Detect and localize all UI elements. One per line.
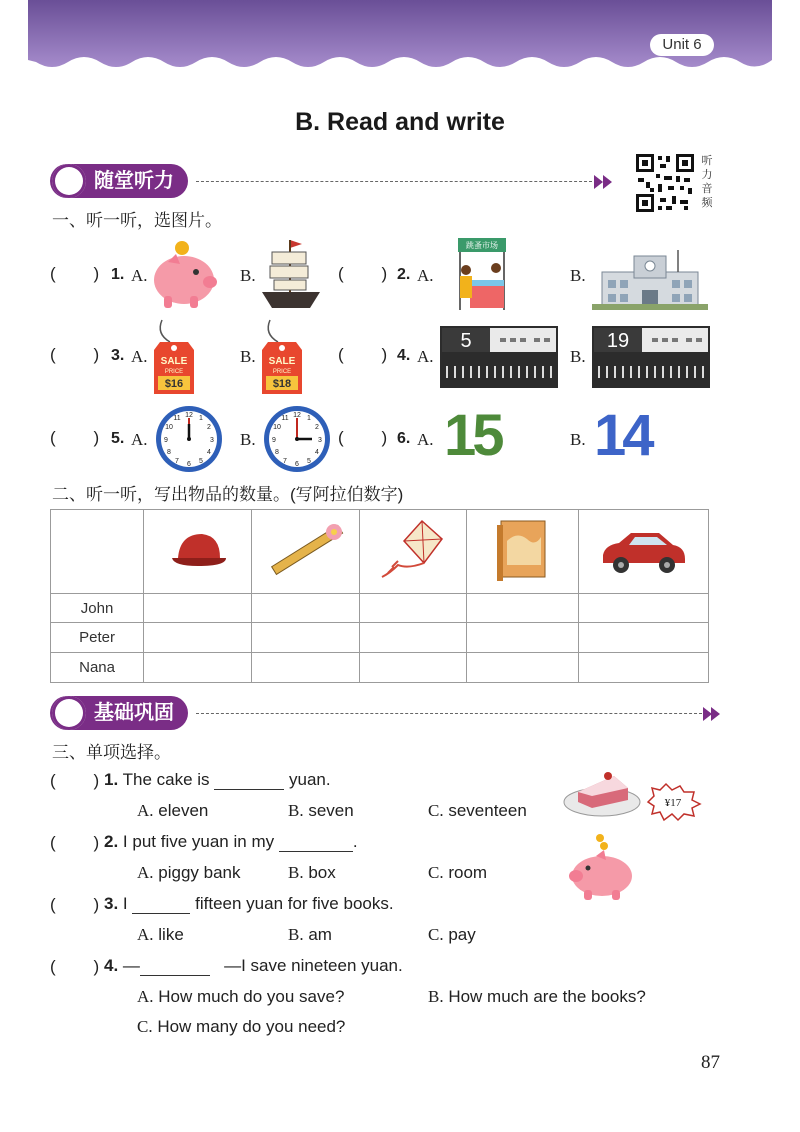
- lightbulb-icon: [52, 164, 86, 198]
- svg-text:10: 10: [273, 424, 281, 431]
- option-b-label: B.: [570, 430, 586, 449]
- question-number: 5.: [111, 430, 125, 447]
- bus-sign-icon: [592, 326, 710, 388]
- option-a-label: A.: [417, 347, 434, 366]
- answer-cell[interactable]: [359, 653, 466, 683]
- number-15-graphic: 15: [444, 403, 501, 468]
- tag-price-word: PRICE: [164, 369, 184, 375]
- answer-cell[interactable]: [578, 594, 708, 623]
- section-label-listening: 随堂听力: [50, 164, 188, 198]
- lightbulb-icon: [52, 696, 86, 730]
- answer-paren[interactable]: ( ): [50, 833, 100, 852]
- option-a[interactable]: A. How much do you save?: [137, 987, 345, 1006]
- question-number: 3.: [111, 347, 125, 364]
- cake-price: ¥17: [664, 797, 682, 809]
- answer-cell[interactable]: [252, 653, 360, 683]
- answer-paren[interactable]: ( ): [338, 345, 388, 364]
- page-title: B. Read and write: [295, 108, 505, 136]
- svg-text:6: 6: [187, 461, 191, 468]
- option-b-label: B.: [570, 266, 586, 285]
- answer-paren[interactable]: ( ): [338, 428, 388, 447]
- row-name-cell: John: [51, 594, 144, 623]
- answer-cell[interactable]: [144, 653, 252, 683]
- answer-cell[interactable]: [252, 623, 360, 653]
- answer-cell[interactable]: [359, 623, 466, 653]
- table-row: [51, 623, 709, 653]
- price-burst-icon: [644, 782, 702, 822]
- page-number: 87: [701, 1052, 720, 1073]
- row-name-cell: Peter: [51, 623, 144, 653]
- table-corner-cell: [51, 510, 144, 594]
- cap-cell: [144, 510, 252, 594]
- answer-cell[interactable]: [578, 623, 708, 653]
- option-b[interactable]: B. am: [288, 925, 332, 944]
- svg-text:4: 4: [315, 449, 319, 456]
- row-name-cell: Nana: [51, 653, 144, 683]
- table-row: [51, 594, 709, 623]
- mc-question: 1. The cake is yuan.: [104, 770, 331, 789]
- sailing-ship-icon: [260, 238, 322, 312]
- svg-text:11: 11: [281, 415, 289, 422]
- answer-paren[interactable]: ( ): [50, 345, 100, 364]
- stall-sign-text: 跳蚤市场: [466, 241, 498, 250]
- svg-text:3: 3: [318, 437, 322, 444]
- answer-cell[interactable]: [467, 653, 578, 683]
- option-b-label: B.: [240, 430, 256, 449]
- svg-text:8: 8: [167, 449, 171, 456]
- svg-text:11: 11: [173, 415, 181, 422]
- svg-text:12: 12: [185, 412, 193, 419]
- svg-text:1: 1: [307, 415, 311, 422]
- school-building-icon: [592, 246, 708, 312]
- option-a-label: A.: [131, 430, 148, 449]
- svg-text:5: 5: [307, 458, 311, 465]
- answer-paren[interactable]: ( ): [50, 895, 100, 914]
- tag-sale-text: SALE: [160, 356, 188, 367]
- option-c[interactable]: C. room: [428, 863, 488, 882]
- clock-icon: [262, 404, 332, 474]
- tag-price-a: $16: [164, 378, 184, 390]
- number-14-graphic: 14: [594, 403, 651, 468]
- price-tag-icon: [150, 316, 198, 400]
- answer-cell[interactable]: [359, 594, 466, 623]
- svg-text:7: 7: [283, 458, 287, 465]
- part3-heading: 三、单项选择。: [52, 743, 171, 762]
- qr-code-icon[interactable]: [636, 154, 694, 212]
- part2-heading: 二、听一听，写出物品的数量。(写阿拉伯数字): [52, 485, 404, 504]
- answer-cell[interactable]: [467, 594, 578, 623]
- cake-icon: [562, 762, 644, 820]
- question-number: 2.: [397, 266, 411, 283]
- answer-paren[interactable]: ( ): [50, 771, 100, 790]
- option-b-label: B.: [570, 347, 586, 366]
- option-c[interactable]: C. seventeen: [428, 801, 527, 820]
- ruler-icon: [264, 520, 348, 580]
- answer-blank[interactable]: [132, 913, 190, 914]
- option-a-label: A.: [131, 347, 148, 366]
- answer-blank[interactable]: [214, 789, 284, 790]
- kite-cell: [359, 510, 466, 594]
- svg-text:2: 2: [315, 424, 319, 431]
- svg-text:2: 2: [207, 424, 211, 431]
- answer-cell[interactable]: [578, 653, 708, 683]
- tag-price-word: PRICE: [272, 369, 292, 375]
- bus-number-a: 5: [460, 330, 472, 352]
- tag-sale-text: SALE: [268, 356, 296, 367]
- question-number: 4.: [397, 347, 411, 364]
- option-b[interactable]: B. box: [288, 863, 336, 882]
- question-number: 6.: [397, 430, 411, 447]
- svg-text:9: 9: [164, 437, 168, 444]
- divider: [196, 181, 592, 182]
- svg-text:1: 1: [199, 415, 203, 422]
- part1-heading: 一、听一听，选图片。: [52, 211, 222, 230]
- book-icon: [491, 517, 553, 583]
- option-b[interactable]: B. seven: [288, 801, 354, 820]
- count-table: [50, 509, 709, 683]
- tag-price-b: $18: [272, 378, 292, 390]
- book-cell: [467, 510, 578, 594]
- bus-number-b: 19: [606, 330, 630, 352]
- mc-question: 4. — —I save nineteen yuan.: [104, 956, 403, 975]
- option-b-label: B.: [240, 266, 256, 285]
- svg-text:3: 3: [210, 437, 214, 444]
- answer-cell[interactable]: [144, 623, 252, 653]
- option-b[interactable]: B. How much are the books?: [428, 987, 646, 1006]
- svg-text:9: 9: [272, 437, 276, 444]
- answer-paren[interactable]: ( ): [50, 957, 100, 976]
- kite-icon: [378, 517, 448, 583]
- price-tag-icon: [258, 316, 306, 400]
- option-a-label: A.: [417, 430, 434, 449]
- question-number: 1.: [111, 266, 125, 283]
- answer-blank[interactable]: [140, 975, 210, 976]
- toy-car-icon: [597, 525, 689, 575]
- mc-question: 2. I put five yuan in my .: [104, 832, 358, 851]
- option-a[interactable]: A. piggy bank: [137, 863, 241, 882]
- divider: [196, 713, 702, 714]
- car-cell: [578, 510, 708, 594]
- clock-icon: [154, 404, 224, 474]
- option-a[interactable]: A. eleven: [137, 801, 209, 820]
- piggy-bank-icon: [566, 832, 638, 902]
- double-arrow-icon: [594, 175, 603, 189]
- svg-text:7: 7: [175, 458, 179, 465]
- option-a[interactable]: A. like: [137, 925, 184, 944]
- ruler-cell: [252, 510, 360, 594]
- answer-blank[interactable]: [279, 851, 353, 852]
- market-stall-icon: [452, 236, 512, 312]
- mc-question: 3. I fifteen yuan for five books.: [104, 894, 394, 913]
- answer-paren[interactable]: ( ): [50, 264, 100, 283]
- qr-side-text: 听力音频: [701, 155, 713, 209]
- svg-text:10: 10: [165, 424, 173, 431]
- section-label-basics: 基础巩固: [50, 696, 188, 730]
- option-c[interactable]: C. pay: [428, 925, 476, 944]
- answer-cell[interactable]: [252, 594, 360, 623]
- svg-text:4: 4: [207, 449, 211, 456]
- option-a-label: A.: [417, 266, 434, 285]
- option-a-label: A.: [131, 266, 148, 285]
- option-b-label: B.: [240, 347, 256, 366]
- piggy-bank-icon: [148, 240, 218, 312]
- svg-text:6: 6: [295, 461, 299, 468]
- svg-text:5: 5: [199, 458, 203, 465]
- svg-text:12: 12: [293, 412, 301, 419]
- answer-paren[interactable]: ( ): [338, 264, 388, 283]
- cap-icon: [168, 528, 228, 572]
- answer-paren[interactable]: ( ): [50, 428, 100, 447]
- answer-cell[interactable]: [467, 623, 578, 653]
- table-row: [51, 653, 709, 683]
- bus-sign-icon: [440, 326, 558, 388]
- answer-cell[interactable]: [144, 594, 252, 623]
- unit-badge: Unit 6: [650, 34, 714, 56]
- option-c[interactable]: C. How many do you need?: [137, 1017, 346, 1036]
- svg-text:8: 8: [275, 449, 279, 456]
